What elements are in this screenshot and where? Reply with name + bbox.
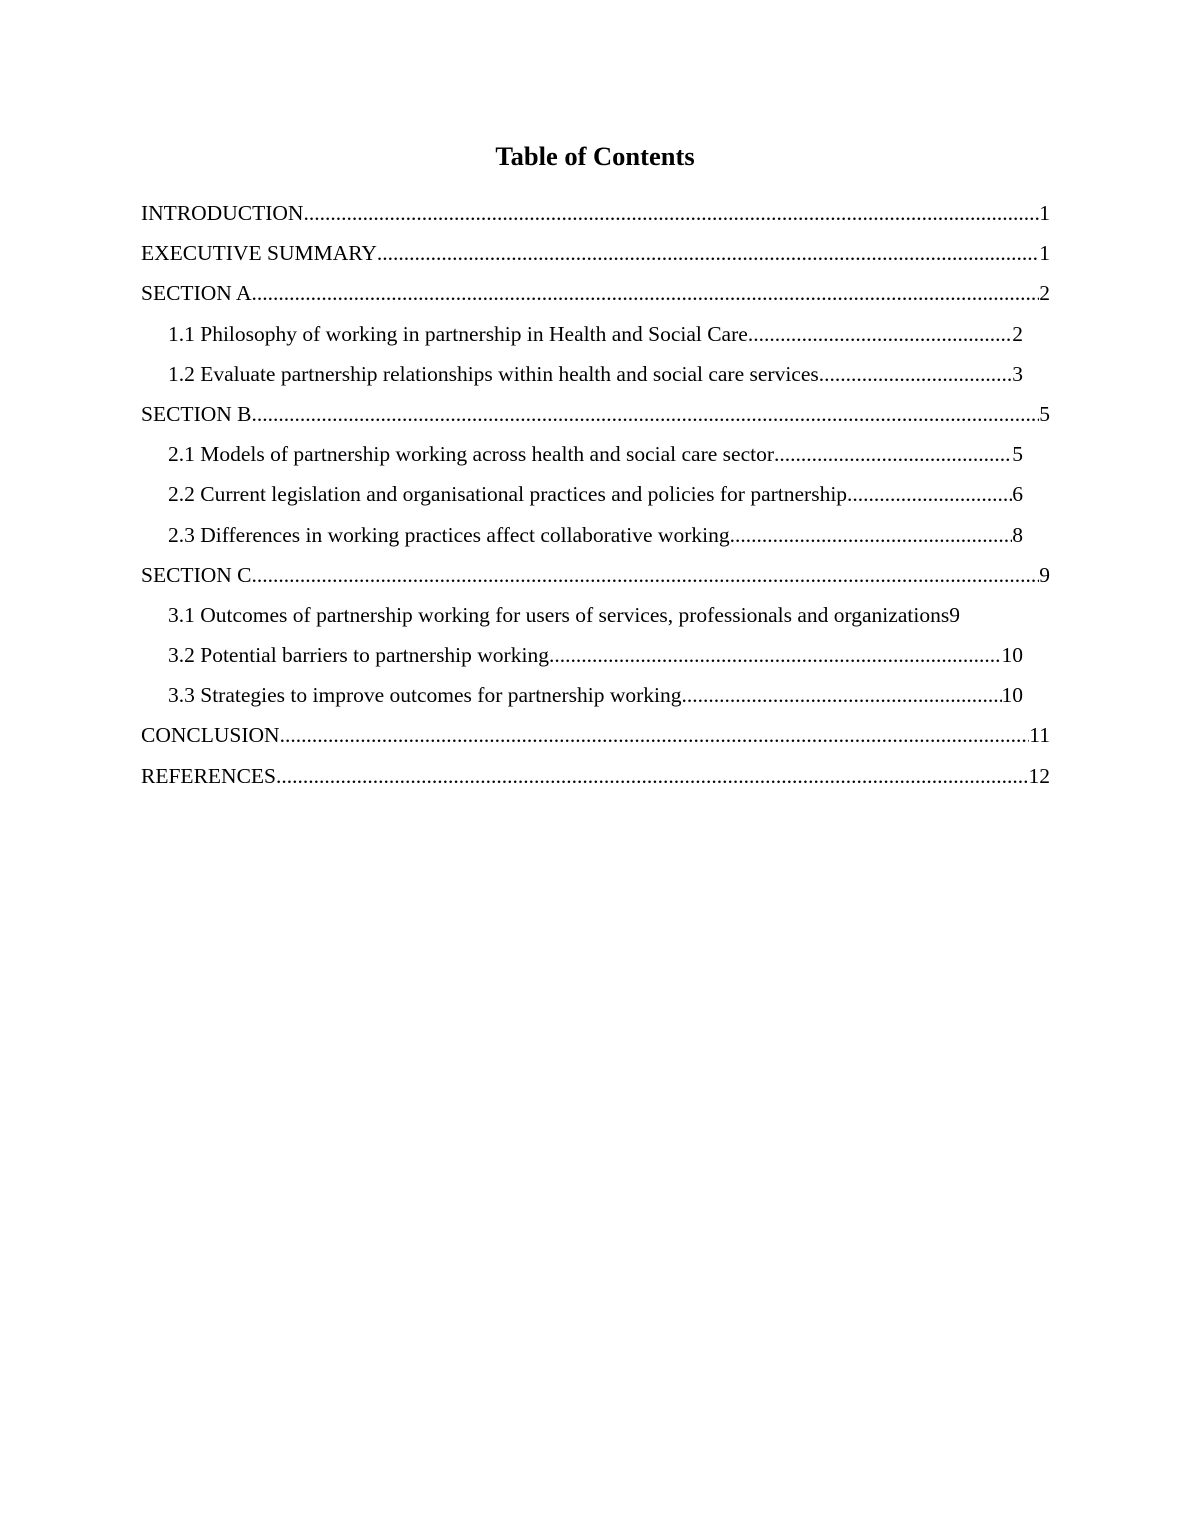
toc-entry-text: 3.3 Strategies to improve outcomes for partnership working — [168, 683, 682, 708]
toc-entry-introduction[interactable] — [141, 196, 1050, 236]
toc-entry-1-1[interactable] — [168, 317, 1023, 357]
toc-entry-2-3[interactable] — [168, 518, 1023, 558]
toc-page-number: 9 — [949, 602, 960, 627]
toc-entry-1-2[interactable] — [168, 357, 1023, 397]
dot-leader — [276, 759, 1029, 793]
toc-entry-text: 2.1 Models of partnership working across health and social care sector — [168, 442, 774, 467]
toc-entry-3-3[interactable] — [168, 678, 1023, 718]
dot-leader — [847, 477, 1012, 511]
toc-page-number: 8 — [1012, 522, 1023, 547]
toc-entry-text: REFERENCES — [141, 763, 276, 788]
toc-page-number: 5 — [1039, 401, 1050, 426]
toc-entry-2-2[interactable] — [168, 477, 1023, 517]
toc-entry-executive-summary[interactable] — [141, 236, 1050, 276]
toc-entry-text: SECTION C — [141, 562, 252, 587]
toc-page-number: 5 — [1012, 442, 1023, 467]
toc-entry-text: 2.3 Differences in working practices affect collaborative working — [168, 522, 730, 547]
dot-leader — [748, 317, 1012, 351]
dot-leader — [303, 196, 1039, 230]
dot-leader — [280, 718, 1030, 752]
toc-list — [0, 196, 1190, 799]
toc-entry-text: CONCLUSION — [141, 723, 280, 748]
toc-entry-section-b[interactable] — [141, 397, 1050, 437]
toc-page-number: 2 — [1012, 321, 1023, 346]
toc-entry-text: 1.2 Evaluate partnership relationships within health and social care services — [168, 361, 819, 386]
toc-entry-section-a[interactable] — [141, 276, 1050, 316]
toc-entry-text: 3.2 Potential barriers to partnership working — [168, 643, 549, 668]
dot-leader — [549, 638, 1002, 672]
dot-leader — [682, 678, 1002, 712]
toc-page-number: 1 — [1039, 241, 1050, 266]
toc-entry-3-1[interactable] — [168, 598, 1038, 638]
toc-page-number: 6 — [1012, 482, 1023, 507]
toc-page-number: 3 — [1012, 361, 1023, 386]
toc-entry-conclusion[interactable] — [141, 718, 1050, 758]
toc-entry-text: 3.1 Outcomes of partnership working for users of services, professionals and organizations — [168, 602, 950, 627]
dot-leader — [252, 397, 1040, 431]
toc-entry-text: 2.2 Current legislation and organisational practices and policies for partnership — [168, 482, 848, 507]
toc-entry-2-1[interactable] — [168, 437, 1023, 477]
toc-entry-3-2[interactable] — [168, 638, 1023, 678]
dot-leader — [730, 518, 1013, 552]
toc-page-number: 10 — [1001, 643, 1023, 668]
toc-page-number: 10 — [1001, 683, 1023, 708]
dot-leader — [252, 558, 1040, 592]
toc-page-number: 1 — [1039, 201, 1050, 225]
dot-leader — [377, 236, 1039, 270]
toc-page-number: 11 — [1029, 723, 1050, 748]
dot-leader — [252, 276, 1040, 310]
toc-page-number: 12 — [1028, 763, 1050, 788]
toc-entry-text: INTRODUCTION — [141, 201, 304, 225]
toc-page-number: 9 — [1039, 562, 1050, 587]
toc-page-number: 2 — [1039, 281, 1050, 306]
toc-title: Table of Contents — [495, 141, 695, 171]
toc-entry-references[interactable] — [141, 759, 1050, 799]
dot-leader — [819, 357, 1012, 391]
toc-entry-text: SECTION B — [141, 401, 252, 426]
dot-leader — [774, 437, 1012, 471]
toc-entry-text: EXECUTIVE SUMMARY — [141, 241, 377, 266]
toc-entry-text: SECTION A — [141, 281, 252, 306]
toc-entry-text: 1.1 Philosophy of working in partnership in Health and Social Care — [168, 321, 748, 346]
toc-entry-section-c[interactable] — [141, 558, 1050, 598]
